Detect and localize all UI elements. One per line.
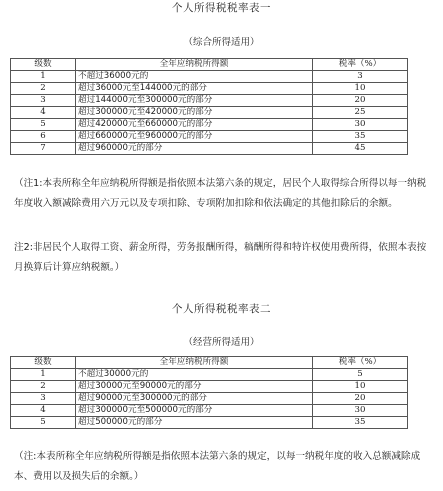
header-rate: 税率（%） xyxy=(313,357,408,369)
note-text: （注:本表所称全年应纳税所得额是指依照本法第六条的规定，以每一纳税年度的收入总额减除成本、费用以及损失后的余额。） xyxy=(14,451,421,482)
cell-level: 1 xyxy=(11,71,76,83)
cell-income: 超过36000元至144000元的部分 xyxy=(76,83,313,95)
cell-level: 5 xyxy=(11,417,76,429)
table-row xyxy=(11,119,408,131)
table-row xyxy=(11,95,408,107)
table-header-row xyxy=(11,59,408,71)
cell-income: 超过30000元至90000元的部分 xyxy=(76,381,313,393)
table1-note-2 xyxy=(14,238,432,278)
cell-rate: 10 xyxy=(313,83,408,95)
cell-level: 3 xyxy=(11,95,76,107)
cell-income: 不超过30000元的 xyxy=(76,369,313,381)
cell-level: 2 xyxy=(11,381,76,393)
cell-level: 7 xyxy=(11,143,76,155)
note-text: 注2:非居民个人取得工资、薪金所得，劳务报酬所得，稿酬所得和特许权使用费所得，依照本表按月换算后计算应纳税额。） xyxy=(14,242,427,273)
table-row xyxy=(11,71,408,83)
table-row xyxy=(11,143,408,155)
table-row xyxy=(11,107,408,119)
tax-rate-table-2 xyxy=(10,356,408,429)
cell-level: 3 xyxy=(11,393,76,405)
table1-subtitle: （综合所得适用） xyxy=(183,37,260,48)
cell-rate: 30 xyxy=(313,119,408,131)
header-level: 级数 xyxy=(11,357,76,369)
table-header-row xyxy=(11,357,408,369)
cell-income: 超过660000元至960000元的部分 xyxy=(76,131,313,143)
cell-level: 4 xyxy=(11,107,76,119)
table-row xyxy=(11,369,408,381)
cell-income: 超过960000元的部分 xyxy=(76,143,313,155)
table2-subtitle: （经营所得适用） xyxy=(183,337,260,348)
cell-income: 不超过36000元的 xyxy=(76,71,313,83)
cell-rate: 30 xyxy=(313,405,408,417)
cell-income: 超过300000元至420000元的部分 xyxy=(76,107,313,119)
table-row xyxy=(11,393,408,405)
table-row xyxy=(11,83,408,95)
table1-note-1 xyxy=(14,174,432,214)
table1-title: 个人所得税税率表一 xyxy=(172,2,271,14)
note-text: （注1:本表所称全年应纳税所得额是指依照本法第六条的规定，居民个人取得综合所得以每一纳税年度收入额减除费用六万元以及专项扣除、专项附加扣除和依法确定的其他扣除后的余额。 xyxy=(14,178,427,209)
cell-rate: 25 xyxy=(313,107,408,119)
table2-title: 个人所得税税率表二 xyxy=(172,303,271,315)
cell-rate: 20 xyxy=(313,95,408,107)
header-rate: 税率（%） xyxy=(313,59,408,71)
cell-income: 超过500000元的部分 xyxy=(76,417,313,429)
cell-level: 4 xyxy=(11,405,76,417)
cell-rate: 5 xyxy=(313,369,408,381)
header-income: 全年应纳税所得额 xyxy=(76,357,313,369)
cell-income: 超过90000元至300000元的部分 xyxy=(76,393,313,405)
header-income: 全年应纳税所得额 xyxy=(76,59,313,71)
tax-rate-table-1 xyxy=(10,58,408,155)
cell-rate: 35 xyxy=(313,417,408,429)
cell-rate: 45 xyxy=(313,143,408,155)
table-row xyxy=(11,417,408,429)
cell-level: 2 xyxy=(11,83,76,95)
cell-rate: 10 xyxy=(313,381,408,393)
cell-level: 1 xyxy=(11,369,76,381)
cell-income: 超过420000元至660000元的部分 xyxy=(76,119,313,131)
header-level: 级数 xyxy=(11,59,76,71)
cell-level: 5 xyxy=(11,119,76,131)
cell-rate: 35 xyxy=(313,131,408,143)
cell-level: 6 xyxy=(11,131,76,143)
table-row xyxy=(11,405,408,417)
cell-rate: 3 xyxy=(313,71,408,83)
table-row xyxy=(11,131,408,143)
table-row xyxy=(11,381,408,393)
cell-income: 超过144000元至300000元的部分 xyxy=(76,95,313,107)
table2-note xyxy=(14,447,432,487)
cell-rate: 20 xyxy=(313,393,408,405)
cell-income: 超过300000元至500000元的部分 xyxy=(76,405,313,417)
